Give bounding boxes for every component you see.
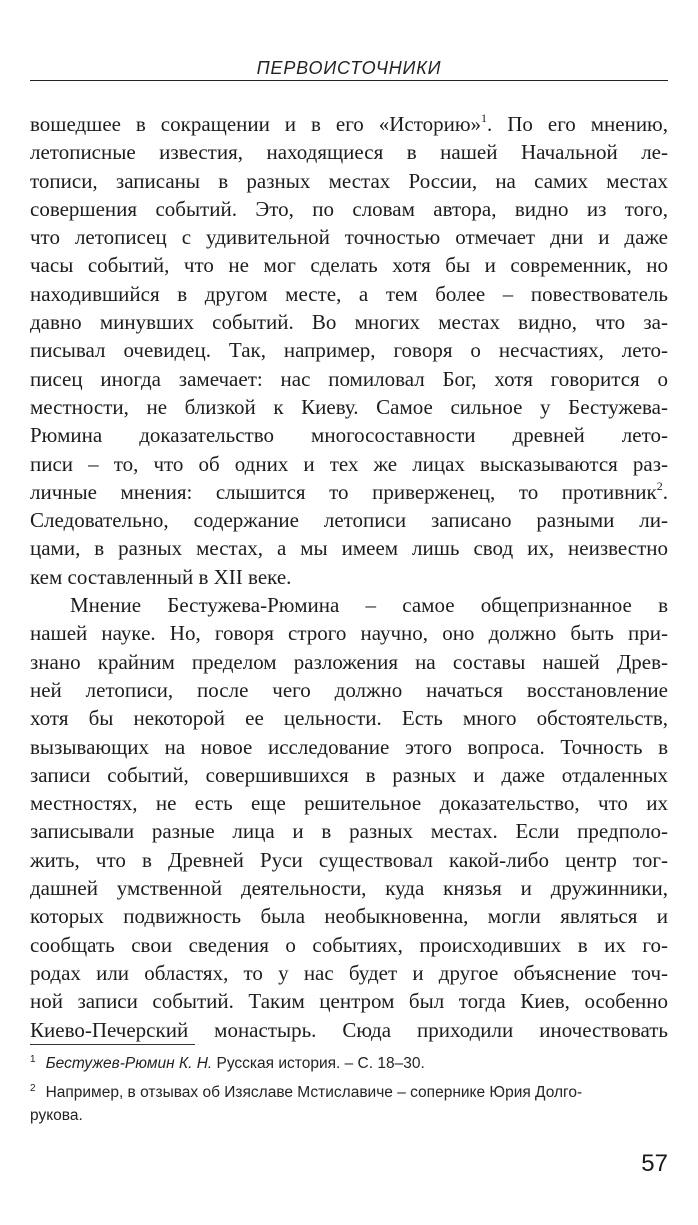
text-line: сообщать свои сведения о событиях, происходивших в их го- bbox=[30, 932, 668, 957]
footnote-mark: 2 bbox=[30, 1083, 36, 1094]
text-line: находившийся в другом месте, а тем более – повествователь bbox=[30, 281, 668, 306]
text-line: местности, не близкой к Киеву. Самое сильное у Бестужева- bbox=[30, 394, 668, 419]
footnote-text: Например, в отзывах об Изяславе Мстиславиче – сопернике Юрия Долго- bbox=[45, 1084, 583, 1101]
footnote-1 bbox=[30, 1052, 668, 1075]
text-line: писец иногда замечает: нас помиловал Бог, хотя говорится о bbox=[30, 366, 668, 391]
footnote-line: рукова. bbox=[30, 1107, 83, 1124]
text-line: ней летописи, после чего должно начаться восстановление bbox=[30, 677, 668, 702]
text-line: родах или областях, то у нас будет и другое объяснение точ- bbox=[30, 960, 668, 985]
text-line: вызывающих на новое исследование этого вопроса. Точность в bbox=[30, 734, 668, 759]
text-line: вошедшее в сокращении и в его «Историю»$^1$. По его мнению, bbox=[30, 111, 668, 136]
text-line: Следовательно, содержание летописи записано разными ли- bbox=[30, 508, 668, 533]
running-head: ПЕРВОИСТОЧНИКИ bbox=[256, 58, 442, 78]
footnote-mark: 1 bbox=[30, 1054, 36, 1065]
text-line: давно минувших событий. Во многих местах видно, что за- bbox=[30, 310, 668, 335]
text-line: часы событий, что не мог сделать хотя бы и современник, но bbox=[30, 253, 668, 278]
footnote-line bbox=[30, 1052, 668, 1075]
text-line: летописные известия, находящиеся в нашей Начальной ле- bbox=[30, 140, 668, 165]
text-line: ной записи событий. Таким центром был тогда Киев, особенно bbox=[30, 989, 668, 1014]
text-line: нашей науке. Но, говоря строго научно, оно должно быть при- bbox=[30, 621, 668, 646]
text-line: знано крайним пределом разложения на составы нашей Древ- bbox=[30, 649, 668, 674]
text-line: тописи, записаны в разных местах России, на самих местах bbox=[30, 168, 668, 193]
footnote-text: Русская история. – С. 18–30. bbox=[212, 1055, 425, 1072]
text-line: писывал очевидец. Так, например, говоря о несчастиях, лето- bbox=[30, 338, 668, 363]
main-text bbox=[30, 110, 668, 1044]
text-line: жить, что в Древней Руси существовал какой-либо центр тог- bbox=[30, 847, 668, 872]
footnote-ref-2: 2 bbox=[656, 478, 663, 493]
text-line: Рюмина доказательство многосоставности древней лето- bbox=[30, 423, 668, 448]
footnote-rule bbox=[30, 1044, 195, 1045]
text-line: местностях, не есть еще решительное доказательство, что их bbox=[30, 791, 668, 816]
footnote-author: Бестужев-Рюмин К. Н. bbox=[45, 1055, 213, 1072]
footnote-line bbox=[30, 1081, 668, 1104]
text-line: которых подвижность была необыкновенна, могли являться и bbox=[30, 904, 668, 929]
text-line: Киево-Печерский монастырь. Сюда приходили иночествовать bbox=[30, 1017, 668, 1042]
running-head-rule bbox=[30, 80, 668, 81]
text-line: что летописец с удивительной точностью отмечает дни и даже bbox=[30, 225, 668, 250]
text-line: записывали разные лица и в разных местах. Если предполо- bbox=[30, 819, 668, 844]
text-line: кем составленный в XII веке. bbox=[30, 564, 292, 589]
text-line: писи – то, что об одних и тех же лицах высказываются раз- bbox=[30, 451, 668, 476]
page-number: 57 bbox=[641, 1150, 668, 1177]
footnote-2 bbox=[30, 1081, 668, 1127]
text-line: совершения событий. Это, по словам автора, видно из того, bbox=[30, 196, 668, 221]
footnote-ref-1: 1 bbox=[481, 111, 488, 125]
text-line: Мнение Бестужева-Рюмина – самое общепризнанное в bbox=[70, 593, 668, 618]
text-line: личные мнения: слышится то приверженец, то противник$^2$. bbox=[30, 478, 668, 504]
text-line: записи событий, совершившихся в разных и даже отдаленных bbox=[30, 762, 668, 787]
text-line: хотя бы некоторой ее цельности. Есть много обстоятельств, bbox=[30, 706, 668, 731]
footnotes bbox=[30, 1052, 668, 1127]
text-line: дашней умственной деятельности, куда князья и дружинники, bbox=[30, 876, 668, 901]
text-line: цами, в разных местах, а мы имеем лишь свод их, неизвестно bbox=[30, 536, 668, 561]
